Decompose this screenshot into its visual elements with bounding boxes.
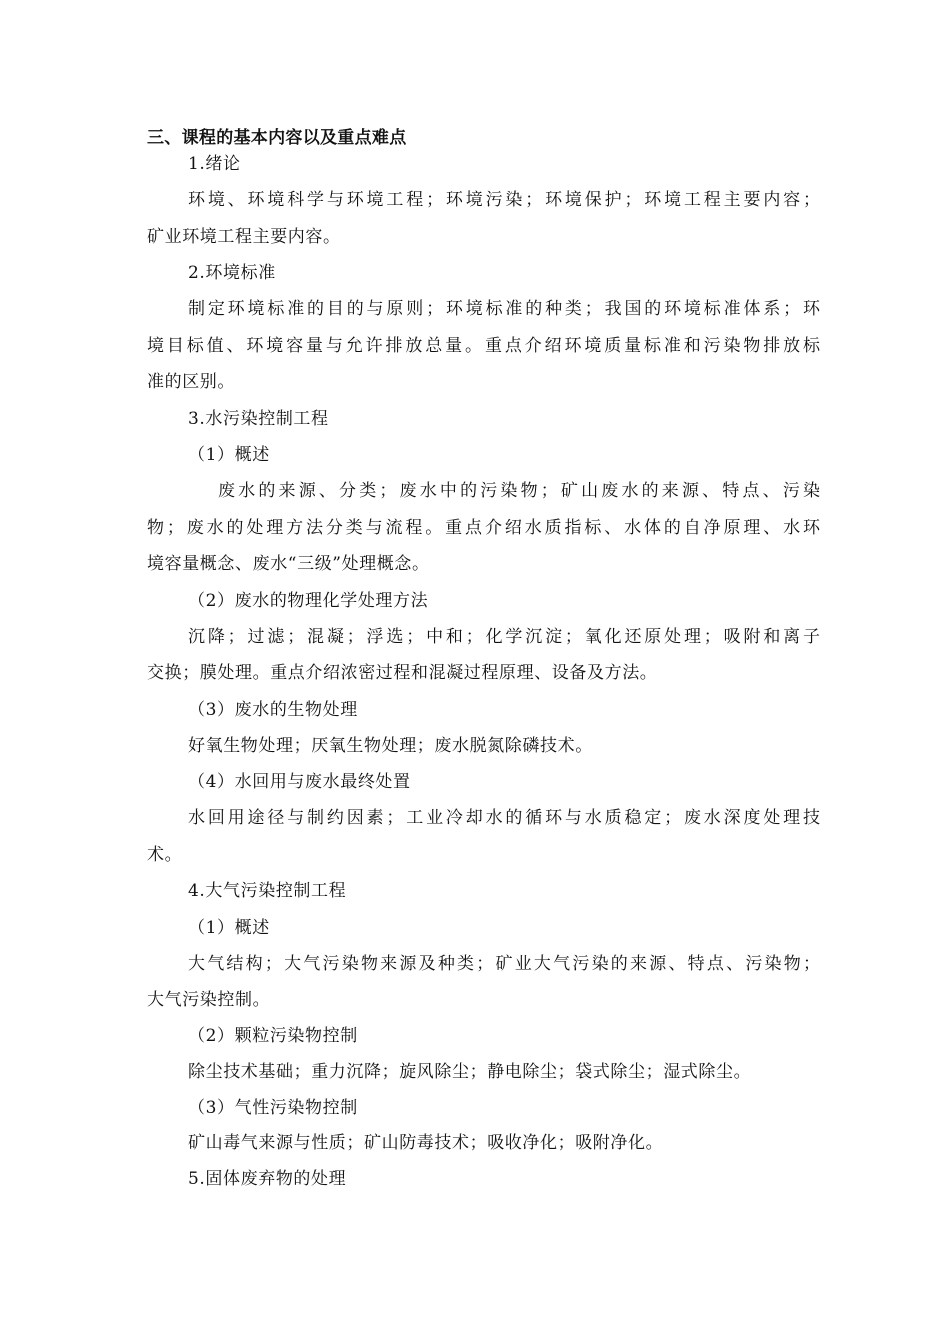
section-heading: 三、课程的基本内容以及重点难点 <box>147 128 407 148</box>
heading-water-pollution-control: 3.水污染控制工程 <box>188 409 329 429</box>
paragraph-line: 术。 <box>147 845 183 865</box>
paragraph-line: 制定环境标准的目的与原则；环境标准的种类；我国的环境标准体系；环 <box>188 299 820 319</box>
heading-introduction: 1.绪论 <box>188 154 241 174</box>
paragraph-line: 环境、环境科学与环境工程；环境污染；环境保护；环境工程主要内容； <box>188 190 820 210</box>
paragraph-line: 准的区别。 <box>147 372 235 392</box>
subheading-gaseous-pollutants: （3）气性污染物控制 <box>188 1098 358 1118</box>
paragraph-line: 矿业环境工程主要内容。 <box>147 227 341 247</box>
paragraph-line: 物；废水的处理方法分类与流程。重点介绍水质指标、水体的自净原理、水环 <box>147 518 820 538</box>
paragraph-line: 大气污染控制。 <box>147 990 271 1010</box>
paragraph-line: 沉降；过滤；混凝；浮选；中和；化学沉淀；氧化还原处理；吸附和离子 <box>188 627 820 647</box>
subheading-particulates: （2）颗粒污染物控制 <box>188 1026 358 1046</box>
heading-solid-waste: 5.固体废弃物的处理 <box>188 1169 347 1189</box>
subheading-overview: （1）概述 <box>188 918 270 938</box>
paragraph-line: 好氧生物处理；厌氧生物处理；废水脱氮除磷技术。 <box>188 736 593 756</box>
paragraph-line: 除尘技术基础；重力沉降；旋风除尘；静电除尘；袋式除尘；湿式除尘。 <box>188 1062 752 1082</box>
heading-air-pollution-control: 4.大气污染控制工程 <box>188 881 347 901</box>
paragraph-line: 大气结构；大气污染物来源及种类；矿业大气污染的来源、特点、污染物； <box>188 954 820 974</box>
paragraph-line: 境目标值、环境容量与允许排放总量。重点介绍环境质量标准和污染物排放标 <box>147 336 820 356</box>
subheading-physicochemical: （2）废水的物理化学处理方法 <box>188 591 429 611</box>
paragraph-line: 交换；膜处理。重点介绍浓密过程和混凝过程原理、设备及方法。 <box>147 663 658 683</box>
heading-environmental-standards: 2.环境标准 <box>188 263 276 283</box>
subheading-biological: （3）废水的生物处理 <box>188 700 358 720</box>
paragraph-line: 废水的来源、分类；废水中的污染物；矿山废水的来源、特点、污染 <box>218 481 820 501</box>
paragraph-line: 矿山毒气来源与性质；矿山防毒技术；吸收净化；吸附净化。 <box>188 1133 664 1153</box>
paragraph-line: 境容量概念、废水“三级”处理概念。 <box>147 554 430 574</box>
paragraph-line: 水回用途径与制约因素；工业冷却水的循环与水质稳定；废水深度处理技 <box>188 808 820 828</box>
subheading-water-reuse: （4）水回用与废水最终处置 <box>188 772 411 792</box>
subheading-overview: （1）概述 <box>188 445 270 465</box>
